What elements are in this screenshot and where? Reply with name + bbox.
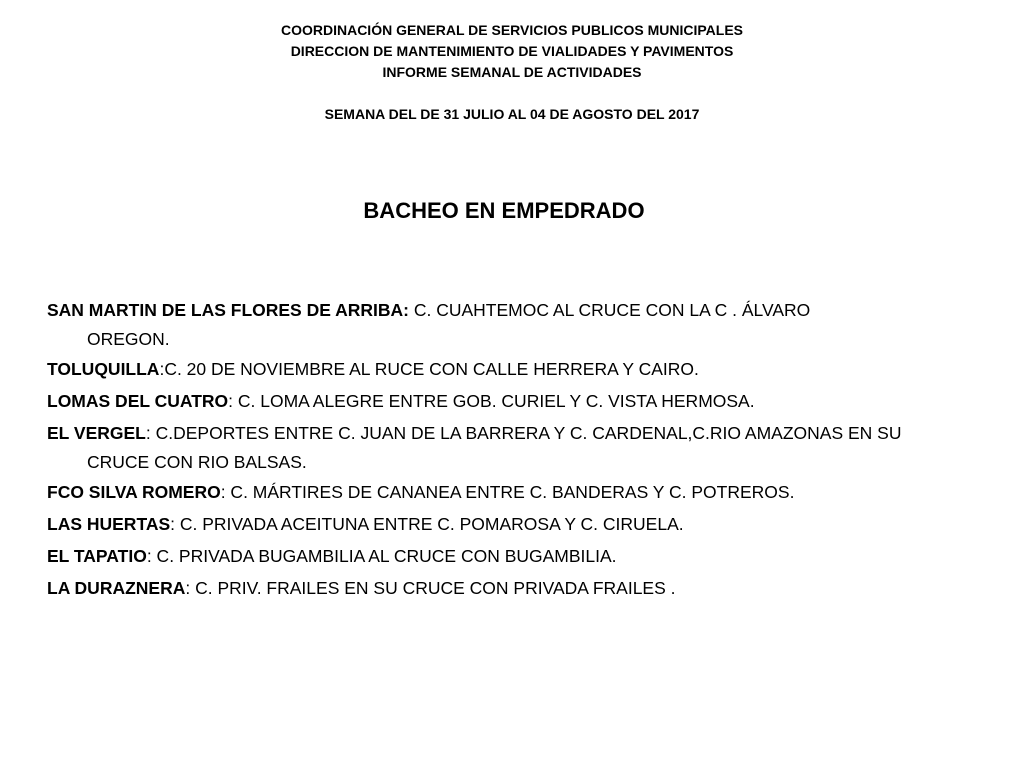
entry-location: LAS HUERTAS — [47, 514, 171, 534]
report-header — [0, 20, 1024, 125]
entry-description: : C. PRIVADA BUGAMBILIA AL CRUCE CON BUGAMBILIA. — [146, 546, 617, 566]
activity-entry — [47, 572, 977, 604]
header-direction-line: DIRECCION DE MANTENIMIENTO DE VIALIDADES Y PAVIMENTOS — [290, 43, 734, 59]
entry-location: TOLUQUILLA — [47, 359, 160, 379]
entry-description: C. CUAHTEMOC AL CRUCE CON LA C . ÁLVARO — [409, 300, 811, 320]
entry-location: LA DURAZNERA — [47, 578, 186, 598]
activity-entry — [47, 476, 977, 508]
entry-location: EL VERGEL — [47, 423, 146, 443]
header-report-line: INFORME SEMANAL DE ACTIVIDADES — [382, 64, 642, 80]
entry-description: : C. LOMA ALEGRE ENTRE GOB. CURIEL Y C. VISTA HERMOSA. — [228, 391, 755, 411]
entry-description: : C. PRIVADA ACEITUNA ENTRE C. POMAROSA Y C. CIRUELA. — [170, 514, 684, 534]
activity-entry — [47, 353, 977, 385]
entry-location: EL TAPATIO — [47, 546, 147, 566]
activity-entry — [47, 540, 977, 572]
header-week-line: SEMANA DEL DE 31 JULIO AL 04 DE AGOSTO DEL 2017 — [324, 106, 700, 122]
entry-location: FCO SILVA ROMERO — [47, 482, 221, 502]
entry-continuation: CRUCE CON RIO BALSAS. — [87, 452, 307, 472]
entry-description: : C.DEPORTES ENTRE C. JUAN DE LA BARRERA Y C. CARDENAL,C.RIO AMAZONAS EN SU — [145, 423, 902, 443]
header-coordination-line: COORDINACIÓN GENERAL DE SERVICIOS PUBLICOS MUNICIPALES — [280, 22, 744, 38]
activity-entry — [47, 508, 977, 540]
entry-location: LOMAS DEL CUATRO — [47, 391, 229, 411]
section-title: BACHEO EN EMPEDRADO — [363, 198, 645, 223]
activity-list — [47, 294, 977, 604]
entry-description: : C. PRIV. FRAILES EN SU CRUCE CON PRIVADA FRAILES . — [185, 578, 676, 598]
activity-entry — [47, 417, 977, 476]
entry-location: SAN MARTIN DE LAS FLORES DE ARRIBA: — [47, 300, 409, 320]
activity-entry — [47, 385, 977, 417]
entry-description: :C. 20 DE NOVIEMBRE AL RUCE CON CALLE HERRERA Y CAIRO. — [159, 359, 699, 379]
activity-entry — [47, 294, 977, 353]
entry-continuation: OREGON. — [87, 329, 170, 349]
entry-description: : C. MÁRTIRES DE CANANEA ENTRE C. BANDERAS Y C. POTREROS. — [220, 482, 795, 502]
